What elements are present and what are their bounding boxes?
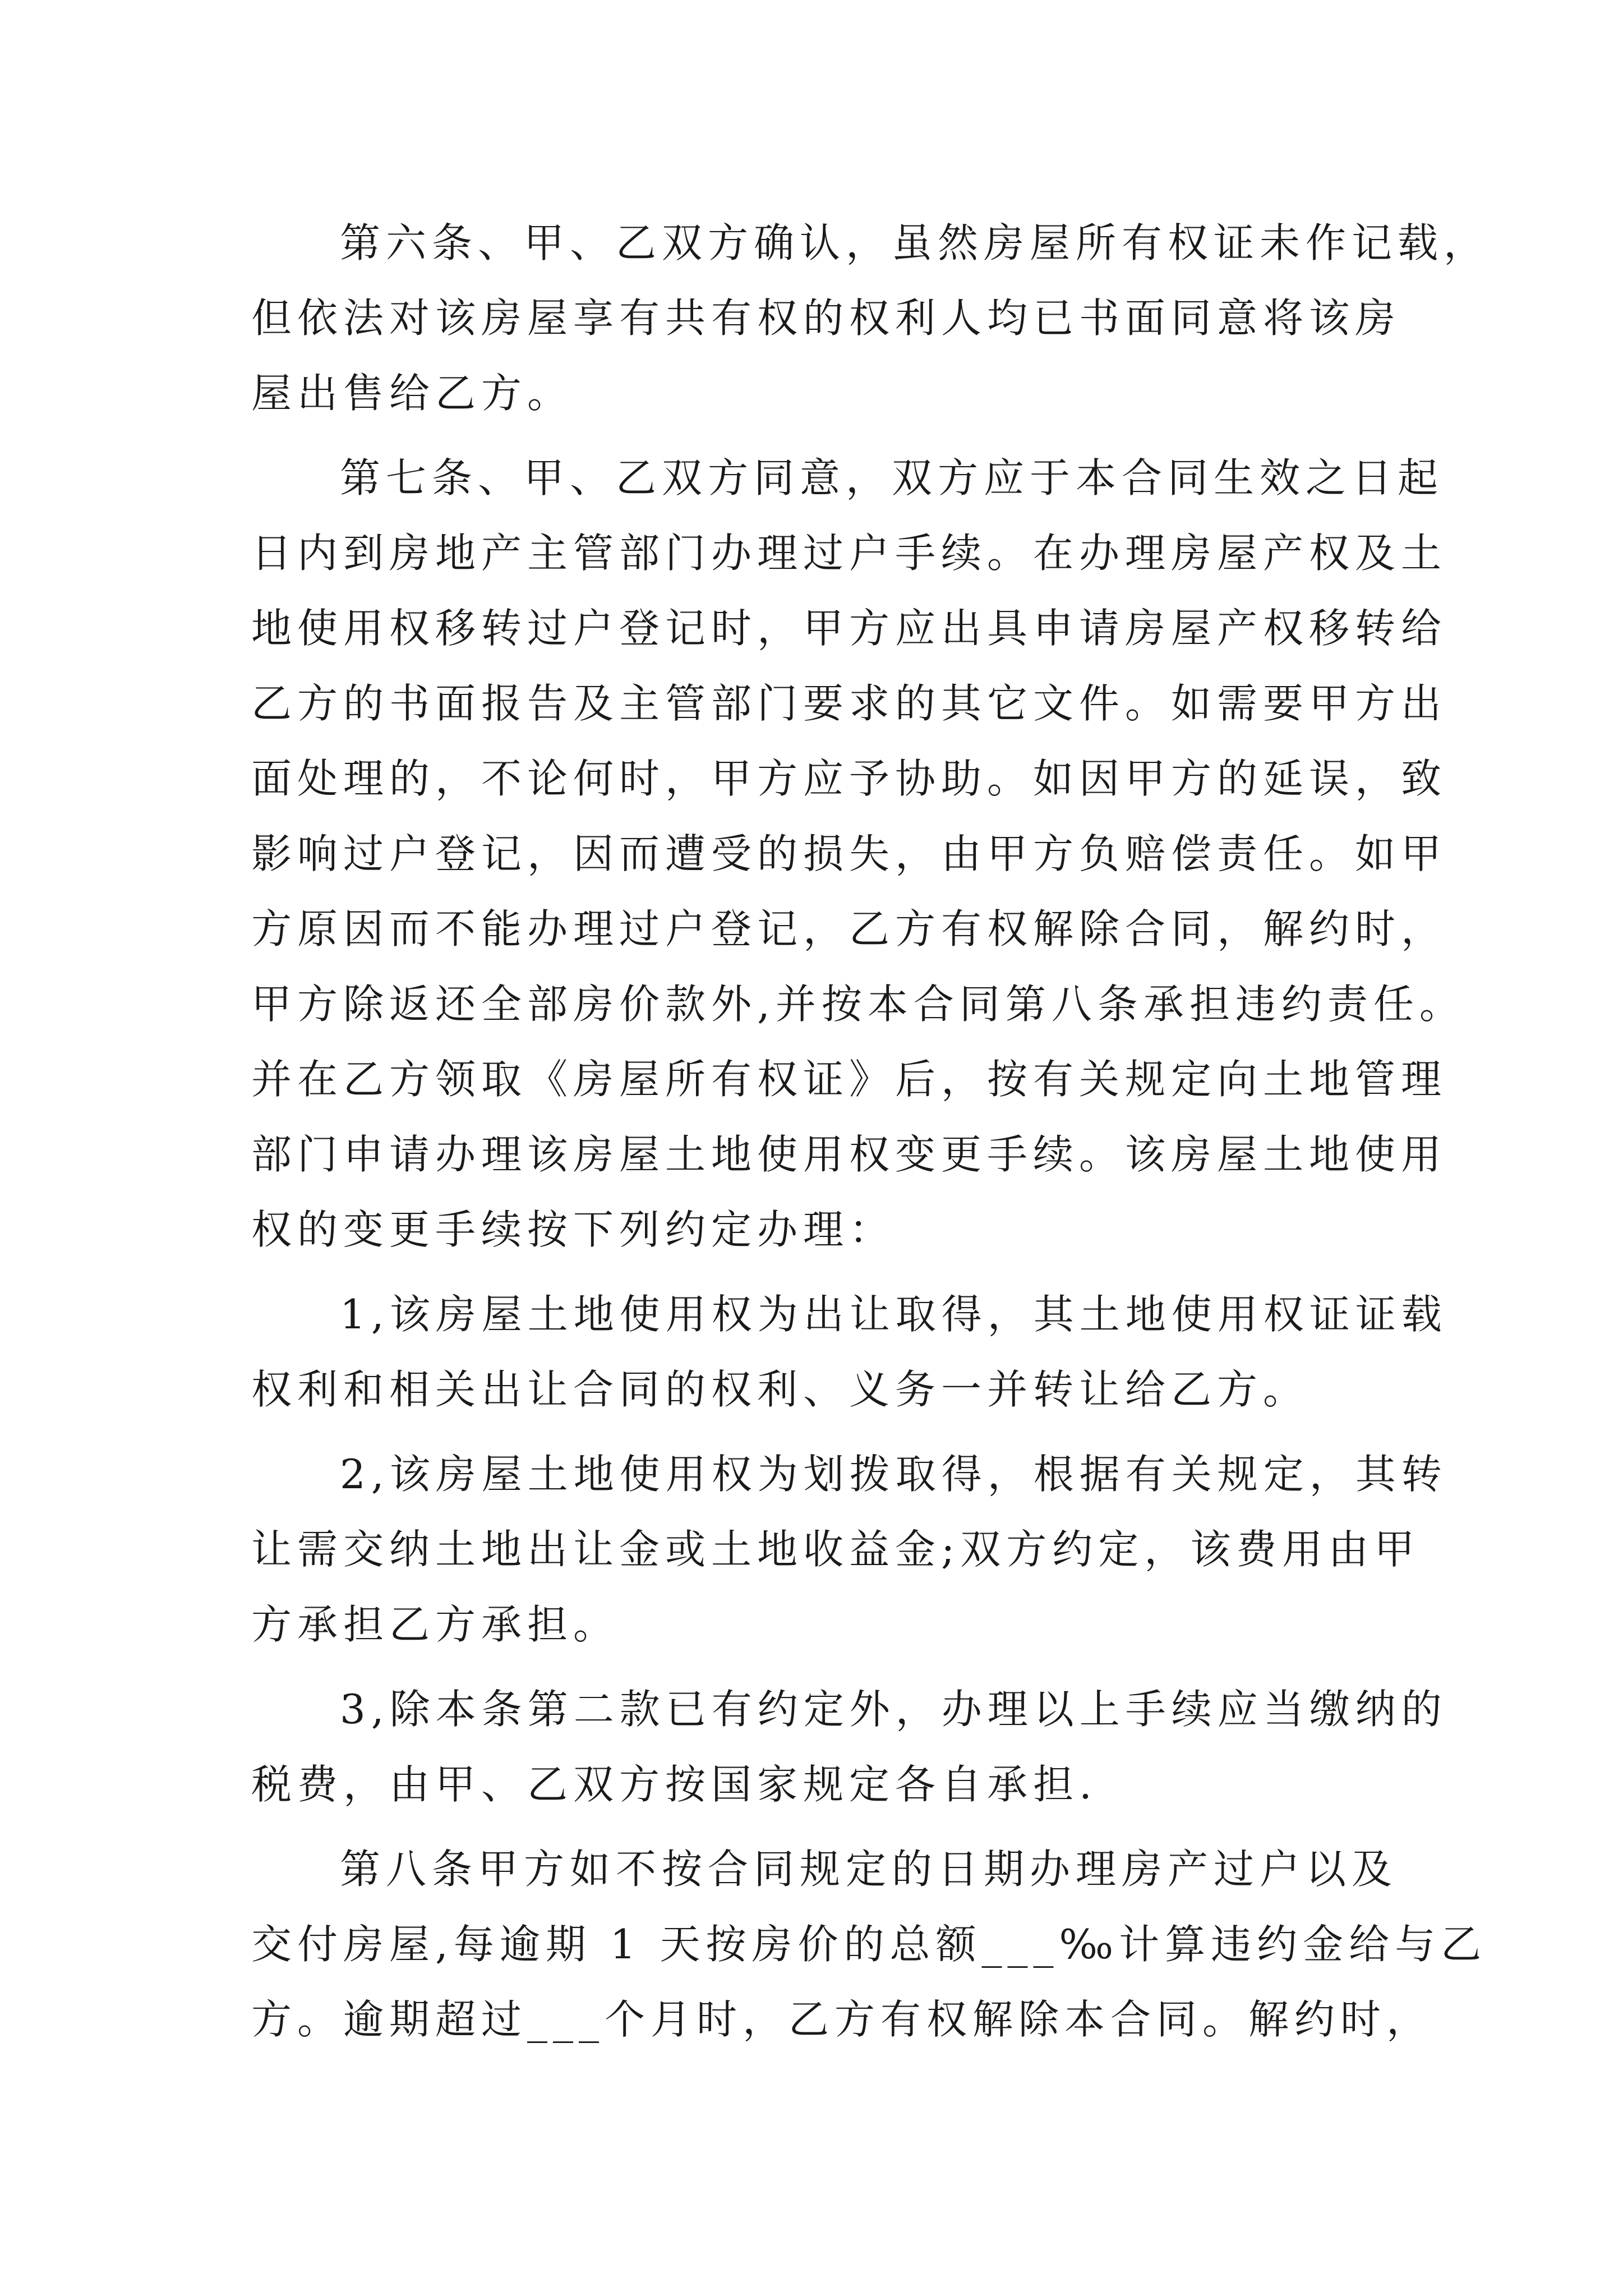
document-line: 屋出售给乙方。 xyxy=(251,370,574,417)
document-line: 权利和相关出让合同的权利、义务一并转让给乙方。 xyxy=(251,1366,1310,1413)
document-line: 方原因而不能办理过户登记，乙方有权解除合同，解约时， xyxy=(251,905,1447,953)
document-line: 并在乙方领取《房屋所有权证》后，按有关规定向土地管理 xyxy=(251,1056,1447,1103)
document-line: 交付房屋,每逾期 1 天按房价的总额___‰计算违约金给与乙 xyxy=(251,1921,1487,1968)
document-line: 甲方除返还全部房价款外,并按本合同第八条承担违约责任。 xyxy=(251,981,1465,1028)
document-line: 2,该房屋土地使用权为划拨取得，根据有关规定，其转 xyxy=(340,1451,1447,1498)
document-body xyxy=(251,205,1490,2057)
document-line: 第六条、甲、乙双方确认，虽然房屋所有权证未作记载， xyxy=(340,219,1490,266)
document-line: 1,该房屋土地使用权为出让取得，其土地使用权证证载 xyxy=(340,1291,1447,1338)
document-line: 让需交纳土地出让金或土地收益金;双方约定，该费用由甲 xyxy=(251,1526,1421,1573)
document-line: 面处理的，不论何时，甲方应予协助。如因甲方的延误，致 xyxy=(251,755,1447,802)
document-line: 方承担乙方承担。 xyxy=(251,1601,620,1648)
document-line: 第七条、甲、乙双方同意，双方应于本合同生效之日起 xyxy=(340,454,1444,501)
document-line: 权的变更手续按下列约定办理： xyxy=(251,1206,896,1253)
document-line: 第八条甲方如不按合同规定的日期办理房产过户以及 xyxy=(340,1846,1398,1893)
document-line: 方。逾期超过___个月时，乙方有权解除本合同。解约时， xyxy=(251,1996,1433,2043)
document-line: 乙方的书面报告及主管部门要求的其它文件。如需要甲方出 xyxy=(251,680,1447,727)
document-line: 地使用权移转过户登记时，甲方应出具申请房屋产权移转给 xyxy=(251,605,1447,652)
document-line: 但依法对该房屋享有共有权的权利人均已书面同意将该房 xyxy=(251,295,1401,342)
document-line: 影响过户登记，因而遭受的损失，由甲方负赔偿责任。如甲 xyxy=(251,830,1447,877)
document-line: 税费，由甲、乙双方按国家规定各自承担. xyxy=(251,1761,1098,1808)
document-line: 3,除本条第二款已有约定外，办理以上手续应当缴纳的 xyxy=(340,1686,1447,1733)
document-line: 日内到房地产主管部门办理过户手续。在办理房屋产权及土 xyxy=(251,530,1447,577)
document-line: 部门申请办理该房屋土地使用权变更手续。该房屋土地使用 xyxy=(251,1131,1447,1178)
